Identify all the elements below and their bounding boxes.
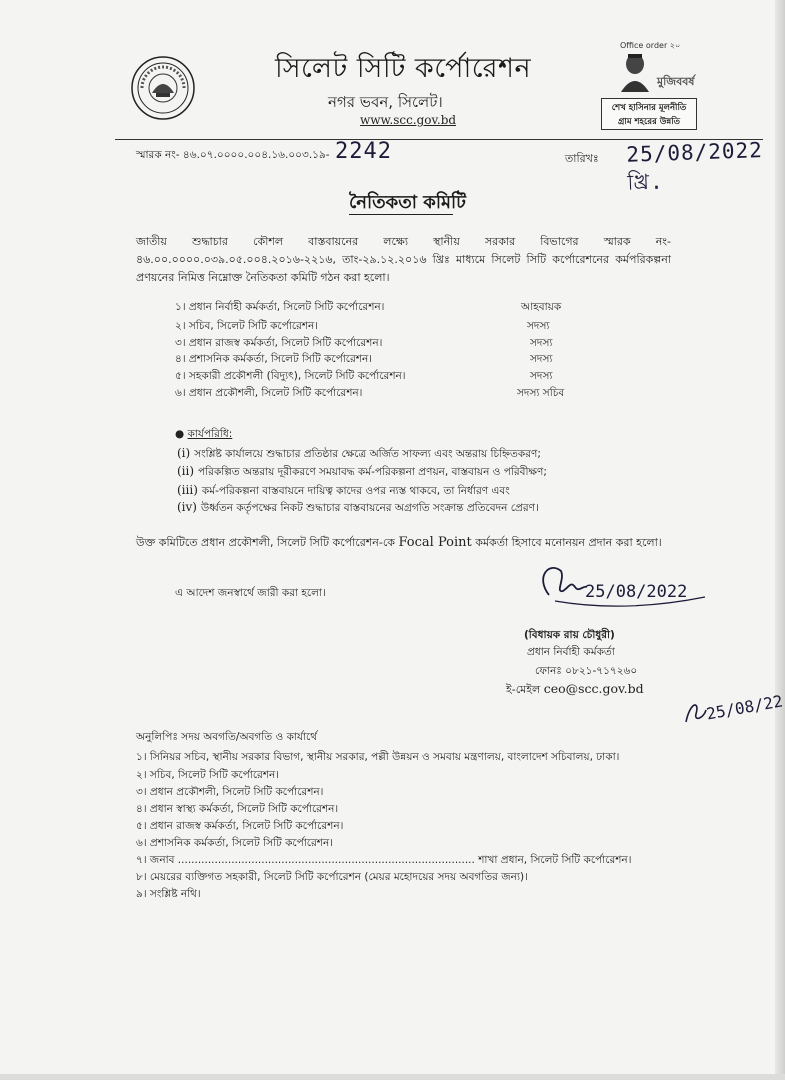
city-corporation-seal-icon	[130, 55, 196, 121]
memo-number: স্মারক নং- ৪৬.০৭.০০০০.০০৪.১৬.০০৩.১৯-	[136, 149, 330, 161]
member-role: সদস্য	[527, 320, 550, 332]
signer-title: প্রধান নির্বাহী কর্মকর্তা	[527, 646, 615, 658]
public-order-line: এ আদেশ জনস্বার্থে জারী করা হলো।	[175, 587, 326, 599]
scope-item-text: পরিকল্পিত অন্তরায় দূরীকরণে সময়াবদ্ধ কর্ম-পরিকল্পনা প্রণয়ন, বাস্তবায়ন ও পরিবীক্ষণ;	[198, 466, 547, 478]
copy-item: ৮। মেয়রের ব্যক্তিগত সহকারী, সিলেট সিটি কর্পোরেশন (মেয়র মহোদয়ের সদয় অবগতির জন্য)।	[136, 871, 528, 883]
scope-item-number: (iii)	[177, 483, 198, 497]
scope-heading	[175, 427, 232, 444]
signer-name: (বিধায়ক রায় চৌধুরী)	[524, 629, 615, 641]
copy-item: ৫। প্রধান রাজস্ব কর্মকর্তা, সিলেট সিটি কর্পোরেশন।	[136, 820, 344, 832]
scope-item-number: (i)	[177, 446, 191, 460]
copy-item: ৯। সংশ্লিষ্ট নথি।	[136, 888, 201, 900]
subject-underline	[349, 214, 453, 215]
member-role: আহবায়ক	[521, 301, 562, 313]
website-link[interactable]: www.scc.gov.bd	[360, 113, 457, 127]
page-bottom-edge	[0, 1074, 785, 1080]
member-role: সদস্য সচিব	[517, 387, 565, 399]
member-name: ৫। সহকারী প্রকৌশলী (বিদ্যুৎ), সিলেট সিটি কর্পোরেশন।	[175, 370, 406, 382]
organization-address: নগর ভবন, সিলেট।	[328, 93, 443, 111]
bullet-icon: ●	[175, 428, 188, 440]
date-handwritten: 25/08/2022 খ্রি.	[626, 138, 764, 195]
signature-icon	[535, 557, 720, 617]
initial-date: 25/08/22	[704, 691, 785, 724]
copy-item: ৬। প্রশাসনিক কর্মকর্তা, সিলেট সিটি কর্পোরেশন।	[136, 837, 334, 849]
slogan-box	[601, 98, 697, 130]
member-role: সদস্য	[530, 353, 553, 365]
memo-number-handwritten: 2242	[335, 139, 392, 164]
scope-item-text: উর্ধ্বতন কর্তৃপক্ষের নিকট শুদ্ধাচার বাস্তবায়নের অগ্রগতি সংক্রান্ত প্রতিবেদন প্রেরণ।	[200, 502, 539, 514]
copy-item: ৭। জনাব ......................................................................................... শাখা প্রধান, সিলেট সিটি কর্পোরেশন।	[136, 854, 632, 866]
copy-heading: অনুলিপিঃ সদয় অবগতি/অবগতি ও কার্যার্থে	[136, 731, 318, 743]
scope-item-text: সংশ্লিষ্ট কার্যালয়ে শুদ্ধাচার প্রতিষ্ঠার ক্ষেত্রে অর্জিত সাফল্য এবং অন্তরায় চিহ্নিতকরণ;	[194, 448, 541, 460]
portrait-icon	[618, 50, 652, 92]
focal-point-paragraph	[136, 533, 671, 553]
scope-heading-label: কার্যপরিধি:	[187, 428, 233, 440]
copy-item: ২। সচিব, সিলেট সিটি কর্পোরেশন।	[136, 769, 280, 781]
email-address[interactable]: ceo@scc.gov.bd	[543, 681, 644, 696]
subject-heading: নৈতিকতা কমিটি	[349, 192, 466, 213]
scope-item	[177, 500, 539, 518]
slogan-line: গ্রাম শহরের উন্নতি	[617, 117, 680, 127]
organization-title: সিলেট সিটি কর্পোরেশন	[275, 53, 532, 84]
member-name: ৬। প্রধান প্রকৌশলী, সিলেট সিটি কর্পোরেশন।	[175, 387, 363, 399]
copy-item: ৪। প্রধান স্বাস্থ্য কর্মকর্তা, সিলেট সিটি কর্পোরেশন।	[136, 803, 339, 815]
member-name: ৩। প্রধান রাজস্ব কর্মকর্তা, সিলেট সিটি কর্পোরেশন।	[175, 337, 383, 349]
scope-item	[177, 464, 547, 482]
date-label: তারিখঃ	[565, 152, 599, 165]
scope-item	[177, 483, 510, 501]
office-order-note: Office order ২০	[620, 41, 681, 50]
signature-date: 25/08/2022	[585, 582, 688, 602]
focal-point-term: Focal Point	[398, 535, 472, 550]
slogan-line: শেখ হাসিনার মূলনীতি	[611, 103, 687, 113]
scope-item-number: (iv)	[177, 500, 197, 514]
member-name: ৪। প্রশাসনিক কর্মকর্তা, সিলেট সিটি কর্পোরেশন।	[175, 353, 373, 365]
mujib-borsho-logo-text: মুজিববর্ষ	[657, 75, 695, 88]
scope-item-number: (ii)	[177, 464, 195, 478]
scope-item	[177, 446, 541, 464]
signer-email	[506, 681, 644, 700]
header-divider	[115, 139, 763, 140]
member-role: সদস্য	[530, 337, 553, 349]
copy-item: ৩। প্রধান প্রকৌশলী, সিলেট সিটি কর্পোরেশন।	[136, 786, 324, 798]
scope-item-text: কর্ম-পরিকল্পনা বাস্তবায়নে দায়িত্ব কাদের ওপর ন্যস্ত থাকবে, তা নির্ধারণ এবং	[201, 485, 510, 497]
member-name: ২। সচিব, সিলেট সিটি কর্পোরেশন।	[175, 320, 319, 332]
copy-item: ১। সিনিয়র সচিব, স্থানীয় সরকার বিভাগ, স্থানীয় সরকার, পল্লী উন্নয়ন ও সমবায় মন্ত্রণালয়, বাংলাদেশ সচিবালয়, ঢাকা।	[136, 751, 620, 763]
signer-phone: ফোনঃ ০৮২১-৭১৭২৬০	[535, 665, 638, 677]
focal-point-text: কর্মকর্তা হিসাবে মনোনয়ন প্রদান করা হলো।	[471, 536, 662, 549]
email-label: ই-মেইল	[506, 683, 544, 696]
member-role: সদস্য	[530, 370, 553, 382]
member-name: ১। প্রধান নির্বাহী কর্মকর্তা, সিলেট সিটি কর্পোরেশন।	[175, 301, 385, 313]
intro-paragraph: জাতীয় শুদ্ধাচার কৌশল বাস্তবায়নের লক্ষ্যে স্থানীয় সরকার বিভাগের স্মারক নং- ৪৬.০০.০০০০.০৩৯.০৫.০০৪.২০১৬-২২১৬, তাং-২৯.১২.২০১৬ খ্রিঃ মাধ্যমে সিলেট সিটি কর্পোরেশনের কর্মপরিকল্পনা প্রণয়নের নিমিত্ত নিম্নোক্ত নৈতিকতা কমিটি গঠন করা হলো।	[136, 235, 671, 284]
focal-point-text: উক্ত কমিটিতে প্রধান প্রকৌশলী, সিলেট সিটি কর্পোরেশন-কে	[136, 536, 399, 549]
